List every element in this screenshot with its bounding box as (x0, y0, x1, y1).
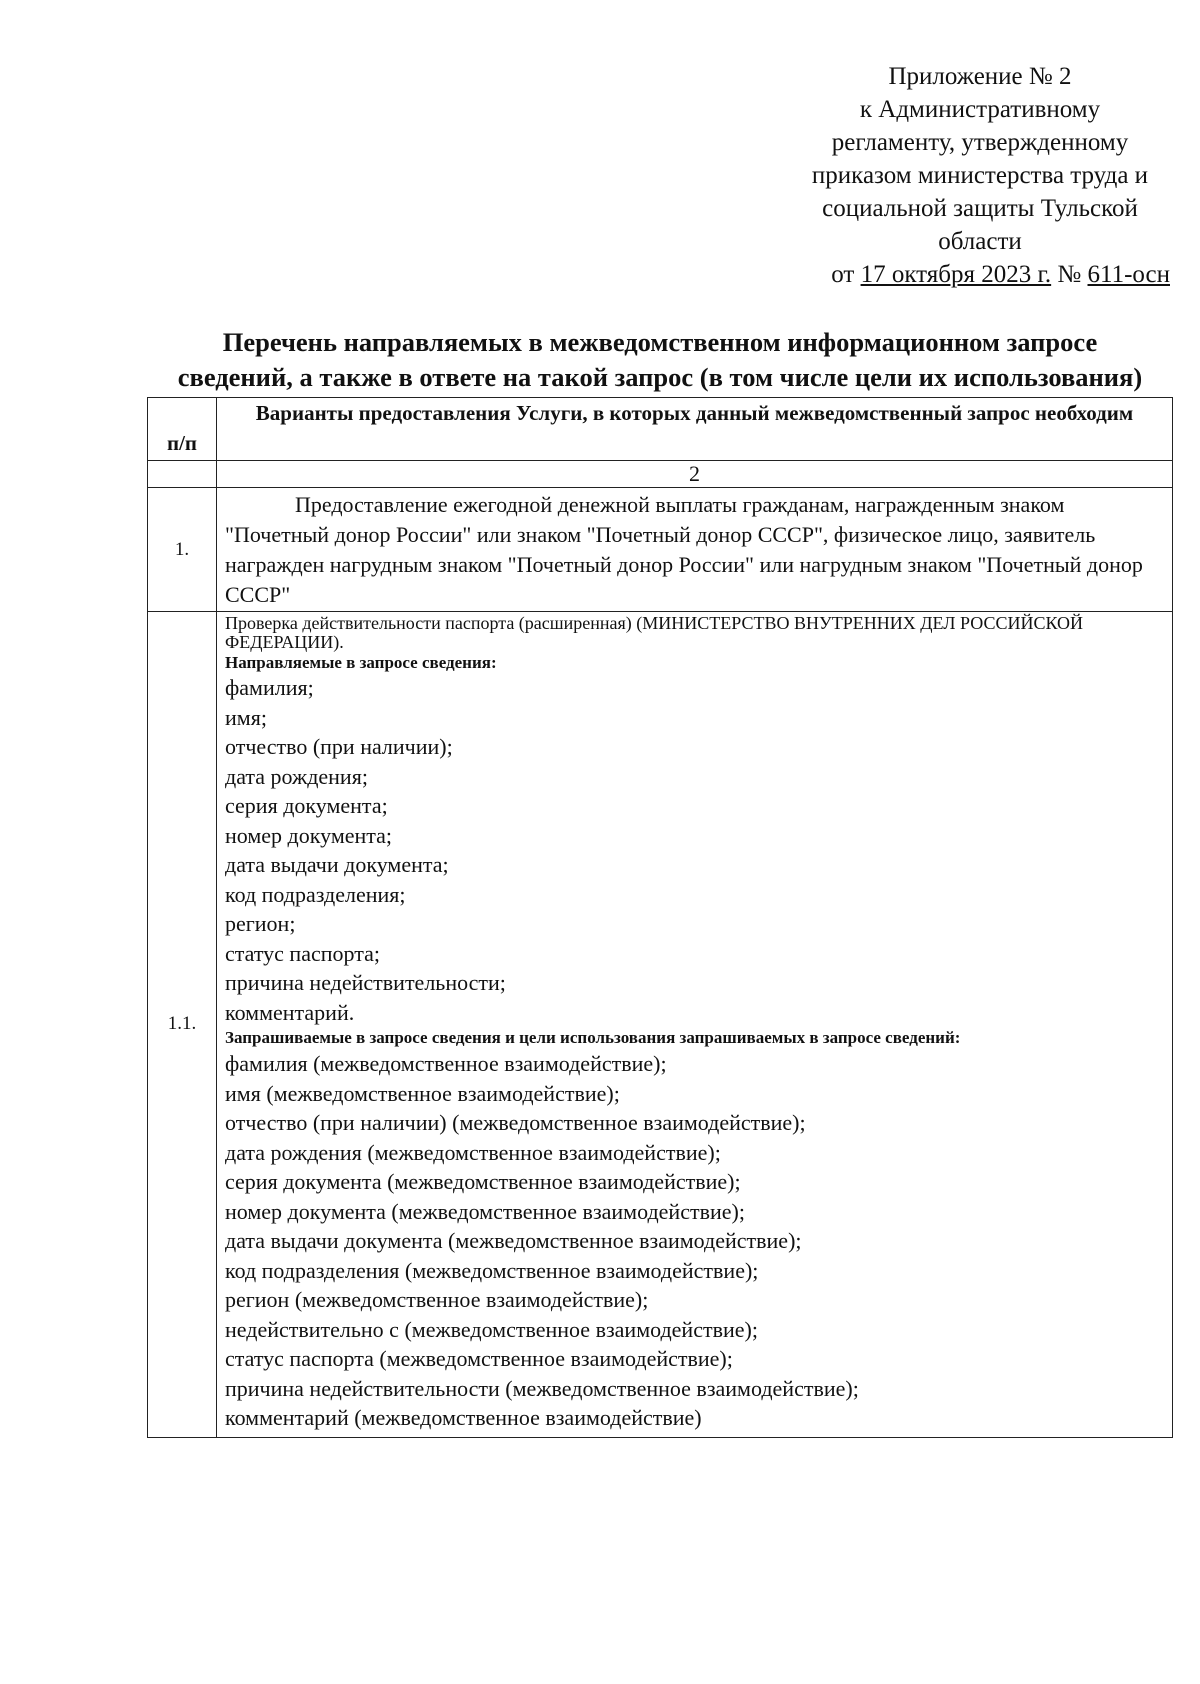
index-cell-2: 2 (217, 461, 1173, 488)
row-number: 1.1. (148, 612, 217, 1438)
requests-table (147, 397, 1173, 1438)
table-row (148, 612, 1173, 1438)
sent-info-header: Направляемые в запросе сведения: (225, 653, 497, 672)
appendix-line: к Административному (859, 96, 1101, 123)
list-item: комментарий. (225, 999, 355, 1025)
list-item: отчество (при наличии); (225, 734, 453, 759)
date-prefix: от (831, 261, 855, 288)
request-details-cell (217, 612, 1173, 1438)
order-date-line (770, 258, 1190, 291)
table-row (148, 488, 1173, 612)
list-item: отчество (при наличии) (межведомственное взаимодействие); (225, 1110, 806, 1135)
title-line-1: Перечень направляемых в межведомственном информационном запросе (222, 327, 1098, 357)
list-item: имя; (225, 704, 267, 730)
title-line-2: сведений, а также в ответе на такой запрос (в том числе цели их использования) (177, 362, 1143, 392)
list-item: причина недействительности; (225, 970, 506, 995)
index-cell-1 (148, 461, 217, 488)
list-item: код подразделения (межведомственное взаимодействие); (225, 1257, 759, 1283)
appendix-line: Приложение № 2 (888, 63, 1072, 90)
list-item: дата выдачи документа (межведомственное взаимодействие); (225, 1228, 802, 1253)
list-item: фамилия (межведомственное взаимодействие); (225, 1051, 667, 1076)
list-item: код подразделения; (225, 881, 406, 907)
list-item: регион (межведомственное взаимодействие); (225, 1287, 649, 1312)
list-item: статус паспорта (межведомственное взаимодействие); (225, 1346, 733, 1371)
list-item: комментарий (межведомственное взаимодействие) (225, 1405, 702, 1430)
row-number: 1. (148, 488, 217, 612)
appendix-line: приказом министерства труда и (811, 162, 1149, 189)
list-item: номер документа (межведомственное взаимодействие); (225, 1198, 745, 1224)
appendix-line: регламенту, утвержденному (831, 129, 1129, 156)
list-item: дата рождения; (225, 763, 368, 789)
document-title (140, 325, 1180, 395)
header-number-cell: п/п (148, 398, 217, 461)
list-item: номер документа; (225, 822, 393, 848)
list-item: дата выдачи документа; (225, 852, 449, 877)
sent-info-list (225, 673, 1164, 1027)
row-variant-cell (217, 488, 1173, 612)
requested-info-list (225, 1049, 1164, 1433)
list-item: регион; (225, 911, 296, 936)
table-header-row (148, 398, 1173, 461)
list-item: дата рождения (межведомственное взаимодействие); (225, 1139, 721, 1165)
list-item: серия документа; (225, 793, 388, 818)
order-number: 611-осн (1087, 261, 1170, 288)
list-item: серия документа (межведомственное взаимодействие); (225, 1169, 741, 1194)
requested-info-header: Запрашиваемые в запросе сведения и цели использования запрашиваемых в запросе сведений: (225, 1028, 961, 1047)
number-sign: № (1057, 261, 1082, 288)
list-item: фамилия; (225, 675, 314, 700)
appendix-line: социальной защиты Тульской (822, 195, 1138, 222)
list-item: имя (межведомственное взаимодействие); (225, 1080, 620, 1106)
list-item: причина недействительности (межведомственное взаимодействие); (225, 1375, 859, 1401)
table-index-row (148, 461, 1173, 488)
request-intro: Проверка действительности паспорта (расширенная) (МИНИСТЕРСТВО ВНУТРЕННИХ ДЕЛ РОССИЙСКОЙ ФЕДЕРАЦИИ). (225, 613, 1084, 652)
order-date: 17 октября 2023 г. (860, 261, 1052, 288)
list-item: статус паспорта; (225, 940, 380, 966)
variant-description: Предоставление ежегодной денежной выплаты гражданам, награжденным знаком "Почетный донор России" или знаком "Почетный донор СССР", физическое лицо, заявитель награжден нагрудным знаком "Почетный донор России" или нагрудным знаком "Почетный донор СССР" (225, 492, 1143, 607)
appendix-line: области (938, 228, 1022, 255)
header-variants-cell: Варианты предоставления Услуги, в которых данный межведомственный запрос необходим (217, 398, 1173, 461)
appendix-block (770, 60, 1190, 291)
list-item: недействительно с (межведомственное взаимодействие); (225, 1316, 758, 1342)
